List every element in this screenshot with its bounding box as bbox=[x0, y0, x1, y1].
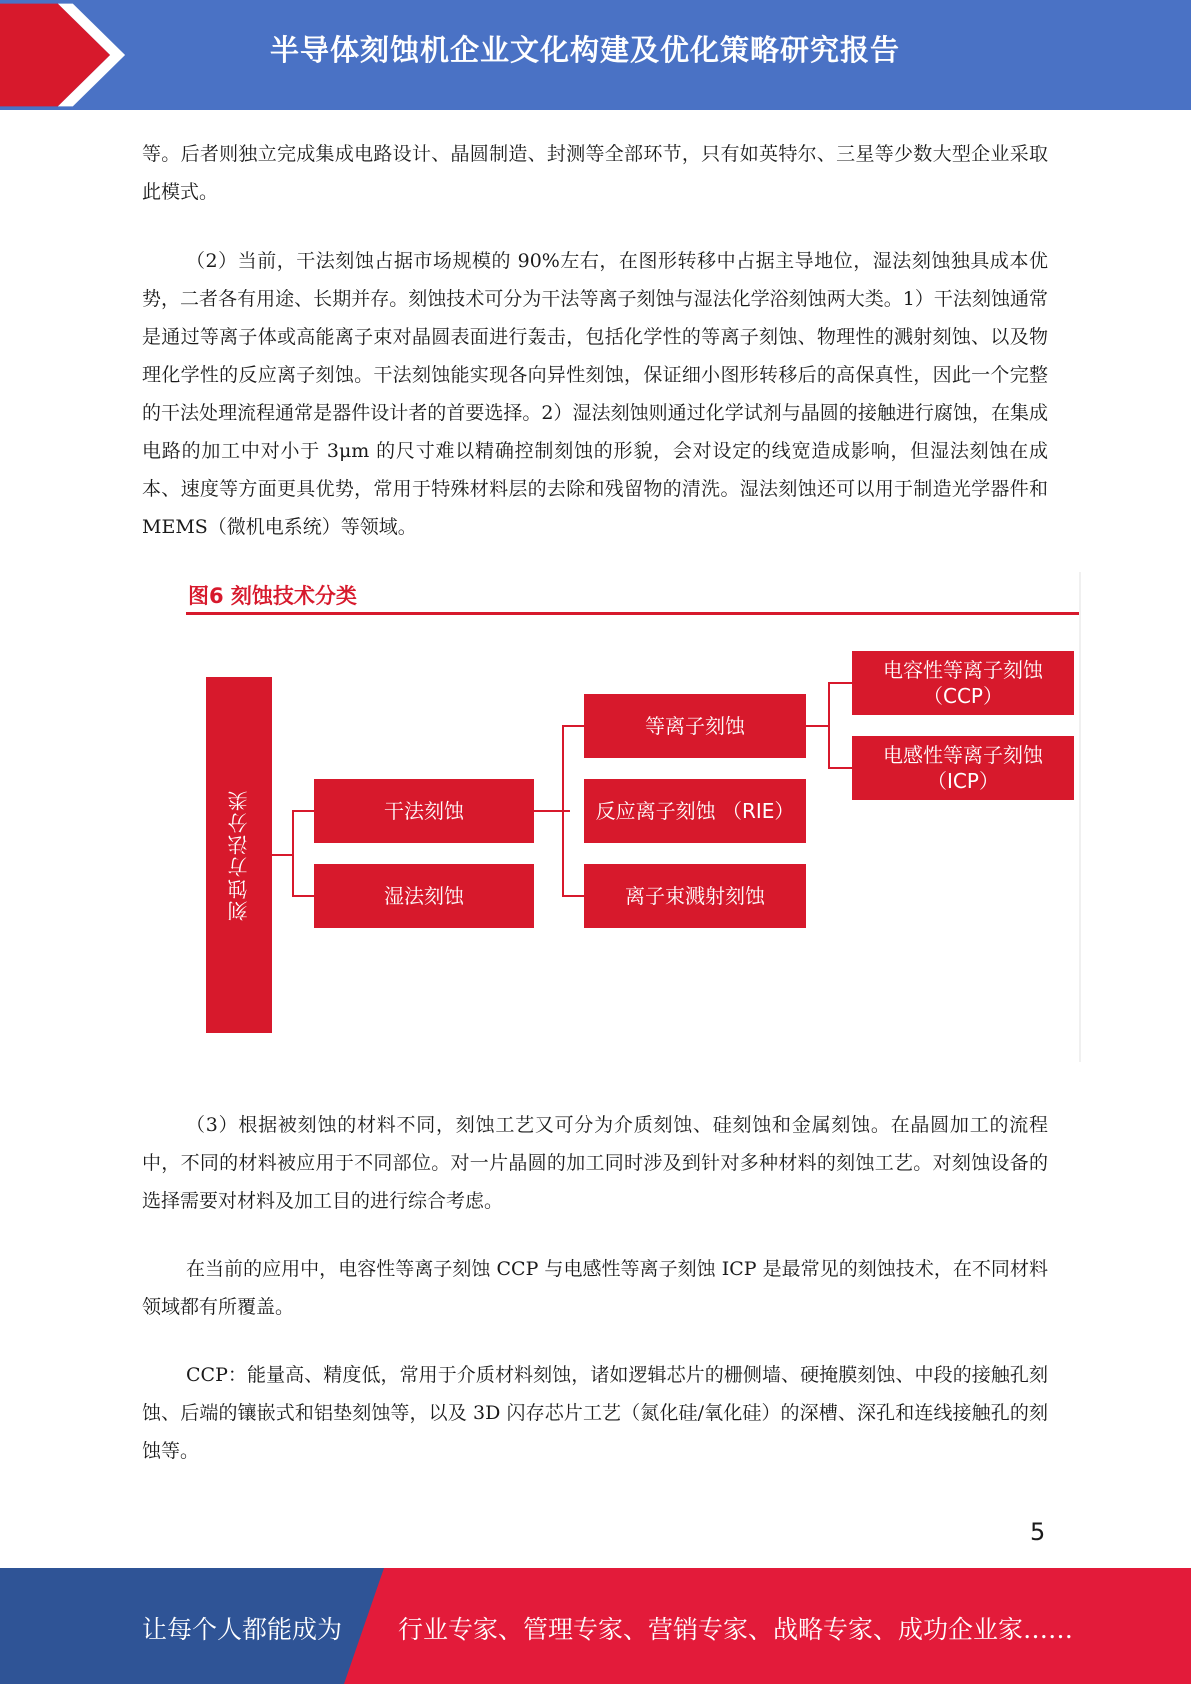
node-dry-etching: 干法刻蚀 bbox=[314, 779, 534, 843]
header-chevron-decoration bbox=[0, 0, 140, 110]
page-header bbox=[0, 0, 1191, 110]
node-wet-etching: 湿法刻蚀 bbox=[314, 864, 534, 928]
footer-slogan-right: 行业专家、管理专家、营销专家、战略专家、成功企业家…… bbox=[398, 1615, 1074, 1644]
footer-slogan-left: 让每个人都能成为 bbox=[142, 1615, 343, 1644]
node-plasma-etching: 等离子刻蚀 bbox=[584, 694, 806, 758]
node-icp bbox=[852, 736, 1074, 800]
connector-dry bbox=[534, 810, 570, 812]
node-icp-line2: （ICP） bbox=[927, 769, 999, 793]
connector-to-ion-beam bbox=[562, 895, 584, 897]
connector-to-wet bbox=[292, 895, 314, 897]
connector-to-icp bbox=[828, 767, 852, 769]
node-ccp-line2: （CCP） bbox=[923, 684, 1003, 708]
figure-edge bbox=[1079, 572, 1081, 1062]
node-etching-methods-label: 刻蚀方法分类 bbox=[227, 789, 251, 921]
node-icp-line1: 电感性等离子刻蚀 bbox=[883, 743, 1043, 767]
paragraph-dry-wet-etching: （2）当前，干法刻蚀占据市场规模的 90%左右，在图形转移中占据主导地位，湿法刻蚀独具成本优势，二者各有用途、长期并存。刻蚀技术可分为干法等离子刻蚀与湿法化学浴刻蚀两大类。1）干法刻蚀通常是通过等离子体或高能离子束对晶圆表面进行轰击，包括化学性的等离子刻蚀、物理性的溅射刻蚀、以及物理化学性的反应离子刻蚀。干法刻蚀能实现各向异性刻蚀，保证细小图形转移后的高保真性，因此一个完整的干法处理流程通常是器件设计者的首要选择。2）湿法刻蚀则通过化学试剂与晶圆的接触进行腐蚀，在集成电路的加工中对小于 3μm 的尺寸难以精确控制刻蚀的形貌，会对设定的线宽造成影响，但湿法刻蚀在成本、速度等方面更具优势，常用于特殊材料层的去除和残留物的清洗。湿法刻蚀还可以用于制造光学器件和 MEMS（微机电系统）等领域。 bbox=[142, 250, 1048, 538]
node-rie-etching: 反应离子刻蚀 （RIE） bbox=[584, 779, 806, 843]
paragraph-material-etching: （3）根据被刻蚀的材料不同，刻蚀工艺又可分为介质刻蚀、硅刻蚀和金属刻蚀。在晶圆加工的流程中，不同的材料被应用于不同部位。对一片晶圆的加工同时涉及到针对多种材料的刻蚀工艺。对刻蚀设备的选择需要对材料及加工目的进行综合考虑。 bbox=[142, 1114, 1048, 1212]
paragraph-ccp-detail: CCP：能量高、精度低，常用于介质材料刻蚀，诸如逻辑芯片的栅侧墙、硬掩膜刻蚀、中段的接触孔刻蚀、后端的镶嵌式和铝垫刻蚀等，以及 3D 闪存芯片工艺（氮化硅/氧化硅）的深槽、深孔和连线接触孔的刻蚀等。 bbox=[142, 1364, 1048, 1462]
figure-title-rule bbox=[186, 612, 1080, 615]
node-ccp-line1: 电容性等离子刻蚀 bbox=[883, 658, 1043, 682]
node-ccp bbox=[852, 651, 1074, 715]
report-title: 半导体刻蚀机企业文化构建及优化策略研究报告 bbox=[270, 33, 901, 67]
connector-root-vertical bbox=[292, 810, 294, 896]
connector-to-ccp bbox=[828, 682, 852, 684]
connector-root bbox=[272, 854, 294, 856]
page-number: 5 bbox=[1030, 1518, 1046, 1546]
paragraph-ccp-icp: 在当前的应用中，电容性等离子刻蚀 CCP 与电感性等离子刻蚀 ICP 是最常见的刻蚀技术，在不同材料领域都有所覆盖。 bbox=[142, 1258, 1048, 1318]
connector-to-dry bbox=[292, 810, 314, 812]
etching-classification-figure bbox=[186, 574, 1082, 1064]
connector-dry-vertical bbox=[562, 725, 564, 897]
connector-plasma bbox=[806, 725, 828, 727]
page-footer bbox=[0, 1568, 1191, 1684]
connector-to-plasma bbox=[562, 725, 584, 727]
paragraph-intro: 等。后者则独立完成集成电路设计、晶圆制造、封测等全部环节，只有如英特尔、三星等少数大型企业采取此模式。 bbox=[142, 143, 1048, 203]
connector-plasma-vertical bbox=[828, 682, 830, 768]
node-ion-beam-etching: 离子束溅射刻蚀 bbox=[584, 864, 806, 928]
node-etching-methods bbox=[206, 677, 272, 1033]
figure-title: 图6 刻蚀技术分类 bbox=[188, 584, 357, 608]
